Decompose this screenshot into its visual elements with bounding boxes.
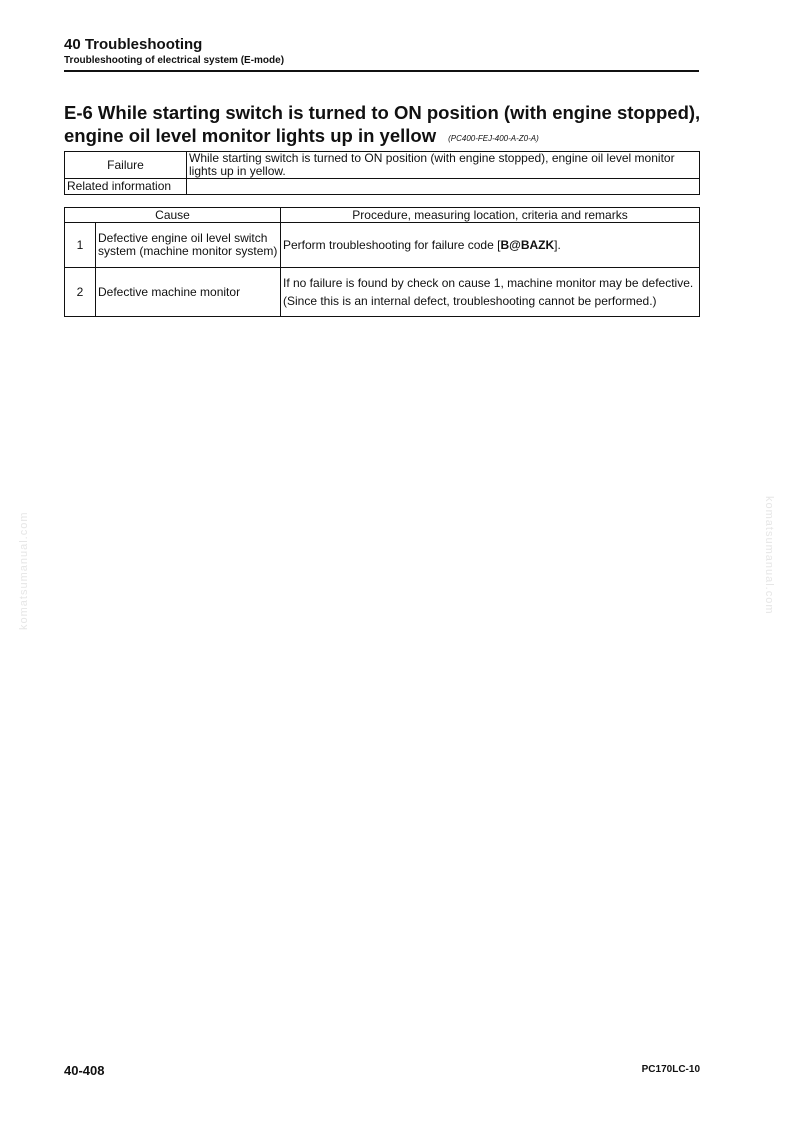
procedure-text [281,268,700,317]
cause-table [64,207,700,317]
procedure-line-2: (Since this is an internal defect, troubleshooting cannot be performed.) [283,293,657,308]
page-number: 40-408 [64,1063,105,1078]
cause-number: 1 [65,223,96,268]
watermark-right: komatsumanual.com [763,496,775,615]
title-line-1: E-6 While starting switch is turned to ON position (with engine stopped), [64,102,701,123]
related-info-label: Related information [65,179,187,195]
procedure-text [281,223,700,268]
failure-info-table [64,151,700,195]
failure-text: While starting switch is turned to ON position (with engine stopped), engine oil level monitor lights up in yellow. [187,152,700,179]
cause-text: Defective machine monitor [96,268,281,317]
chapter-title: 40 Troubleshooting [64,36,203,53]
title-line-2-text: engine oil level monitor lights up in yellow [64,125,437,146]
title-line-2 [64,124,704,150]
title-code: (PC400-FEJ-400-A-Z0-A) [448,134,539,143]
model-number: PC170LC-10 [641,1064,700,1075]
watermark-left: komatsumanual.com [18,511,30,630]
cause-text: Defective engine oil level switch system (machine monitor system) [96,223,281,268]
cause-table-header [65,208,700,223]
page-title [64,101,704,150]
procedure-prefix: Perform troubleshooting for failure code [ [283,237,501,252]
cause-number: 2 [65,268,96,317]
procedure-line-1: If no failure is found by check on cause 1, machine monitor may be defective. [283,275,694,290]
header-divider [64,70,699,72]
page-header [64,36,699,68]
failure-label: Failure [65,152,187,179]
section-title: Troubleshooting of electrical system (E-mode) [64,55,285,66]
procedure-suffix: ]. [554,237,561,252]
related-info-row [65,179,700,195]
failure-row [65,152,700,179]
procedure-header: Procedure, measuring location, criteria and remarks [281,208,700,223]
failure-code: B@BAZK [500,237,555,252]
table-row [65,223,700,268]
related-info-text [187,179,700,195]
cause-header: Cause [65,208,281,223]
table-row [65,268,700,317]
